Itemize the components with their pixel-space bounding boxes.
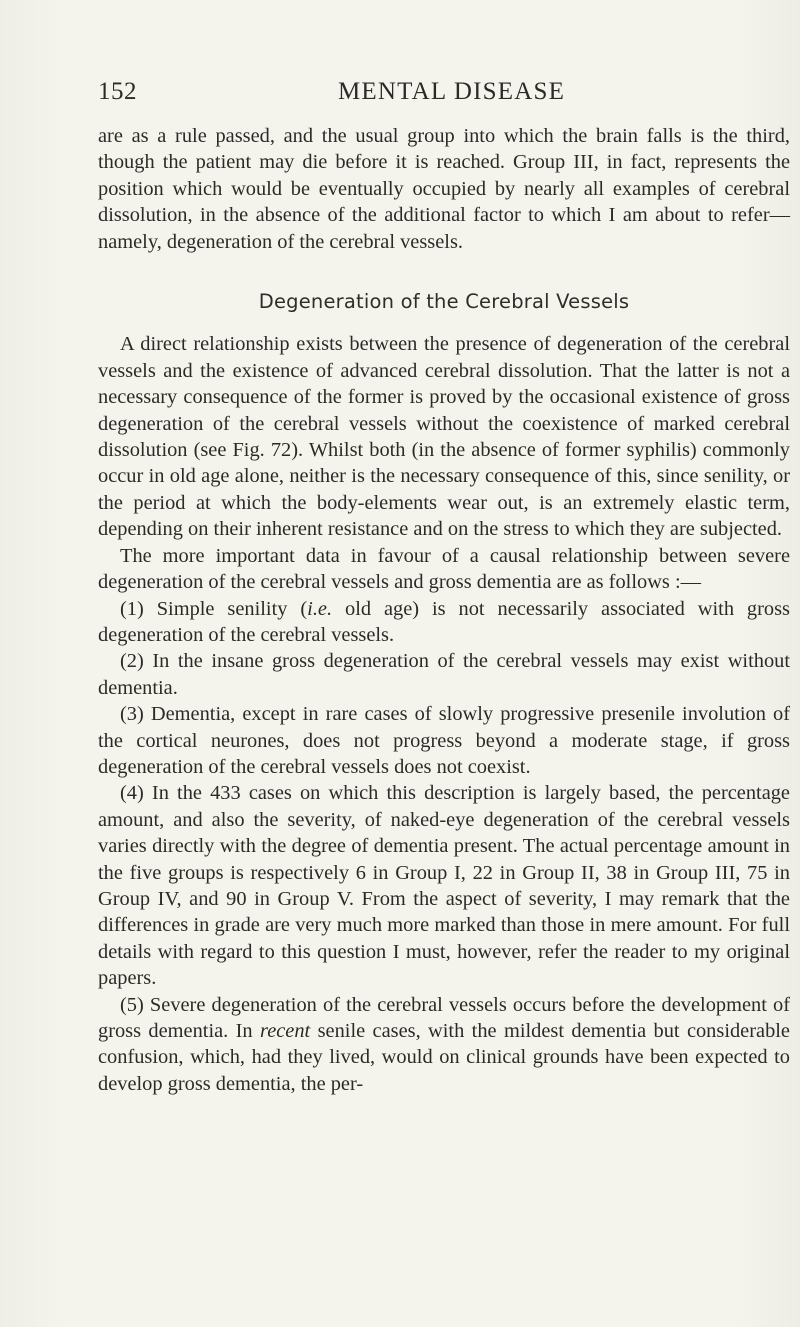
section-heading: Degeneration of the Cerebral Vessels bbox=[258, 290, 630, 314]
list-item-1-text-b: old age) is not necessarily associated with gross degeneration of the cerebral vessels. bbox=[98, 597, 790, 646]
list-item-5-text-b: senile cases, with the mildest dementia but considerable confusion, which, had they lived, would on clinical grounds have been expected to develop gross dementia, the per- bbox=[98, 1020, 790, 1095]
list-item-3: (3) Dementia, except in rare cases of slowly progressive presenile involution of the cortical neurones, does not progress beyond a moderate stage, if gross degeneration of the cerebral vessels does not coexist. bbox=[98, 703, 790, 778]
list-item-2: (2) In the insane gross degeneration of the cerebral vessels may exist without dementia. bbox=[98, 650, 790, 699]
list-item-1-text-a: (1) Simple senility ( bbox=[120, 597, 308, 620]
list-item-5-italic: recent bbox=[260, 1020, 311, 1042]
paragraph-continuation: are as a rule passed, and the usual group into which the brain falls is the third, though the patient may die before it is reached. Group III, in fact, represents the position which would be eventually occupied by nearly all examples of cerebral dissolution, in the absence of the additional factor to which I am about to refer—namely, degeneration of the cerebral vessels. bbox=[98, 125, 790, 253]
paragraph-relationship: A direct relationship exists between the presence of degeneration of the cerebral vessels and the existence of advanced cerebral dissolution. That the latter is not a necessary consequence of the former is proved by the occasional existence of gross degeneration of the cerebral vessels without the coexistence of marked cerebral dissolution (see Fig. 72). Whilst both (in the absence of former syphilis) commonly occur in old age alone, neither is the necessary consequence of this, since senility, or the period at which the body-elements wear out, is an extremely elastic term, depending on their inherent resistance and on the stress to which they are subjected. bbox=[98, 333, 790, 541]
paragraph-data-intro: The more important data in favour of a causal relationship between severe degeneration of the cerebral vessels and gross dementia are as follows :— bbox=[98, 544, 790, 594]
page-header bbox=[98, 74, 738, 114]
running-head: MENTAL DISEASE bbox=[338, 78, 566, 105]
page-number: 152 bbox=[98, 78, 137, 105]
list-item-4: (4) In the 433 cases on which this description is largely based, the percentage amount, and also the severity, of naked-eye degeneration of the cerebral vessels varies directly with the degree of dementia present. The actual percentage amount in the five groups is respectively 6 in Group I, 22 in Group II, 38 in Group III, 75 in Group IV, and 90 in Group V. From the aspect of severity, I may remark that the differences in grade are very much more marked than those in mere amount. For full details with regard to this question I must, however, refer the reader to my original papers. bbox=[98, 782, 790, 990]
page-body bbox=[98, 123, 790, 1097]
list-item-1-italic: i.e. bbox=[307, 597, 333, 620]
list-item-5 bbox=[98, 992, 790, 1098]
list-item-5-text-a: (5) Severe degeneration of the cerebral vessels occurs before the development of gross dementia. In bbox=[98, 993, 790, 1042]
list-item-1 bbox=[98, 596, 790, 649]
